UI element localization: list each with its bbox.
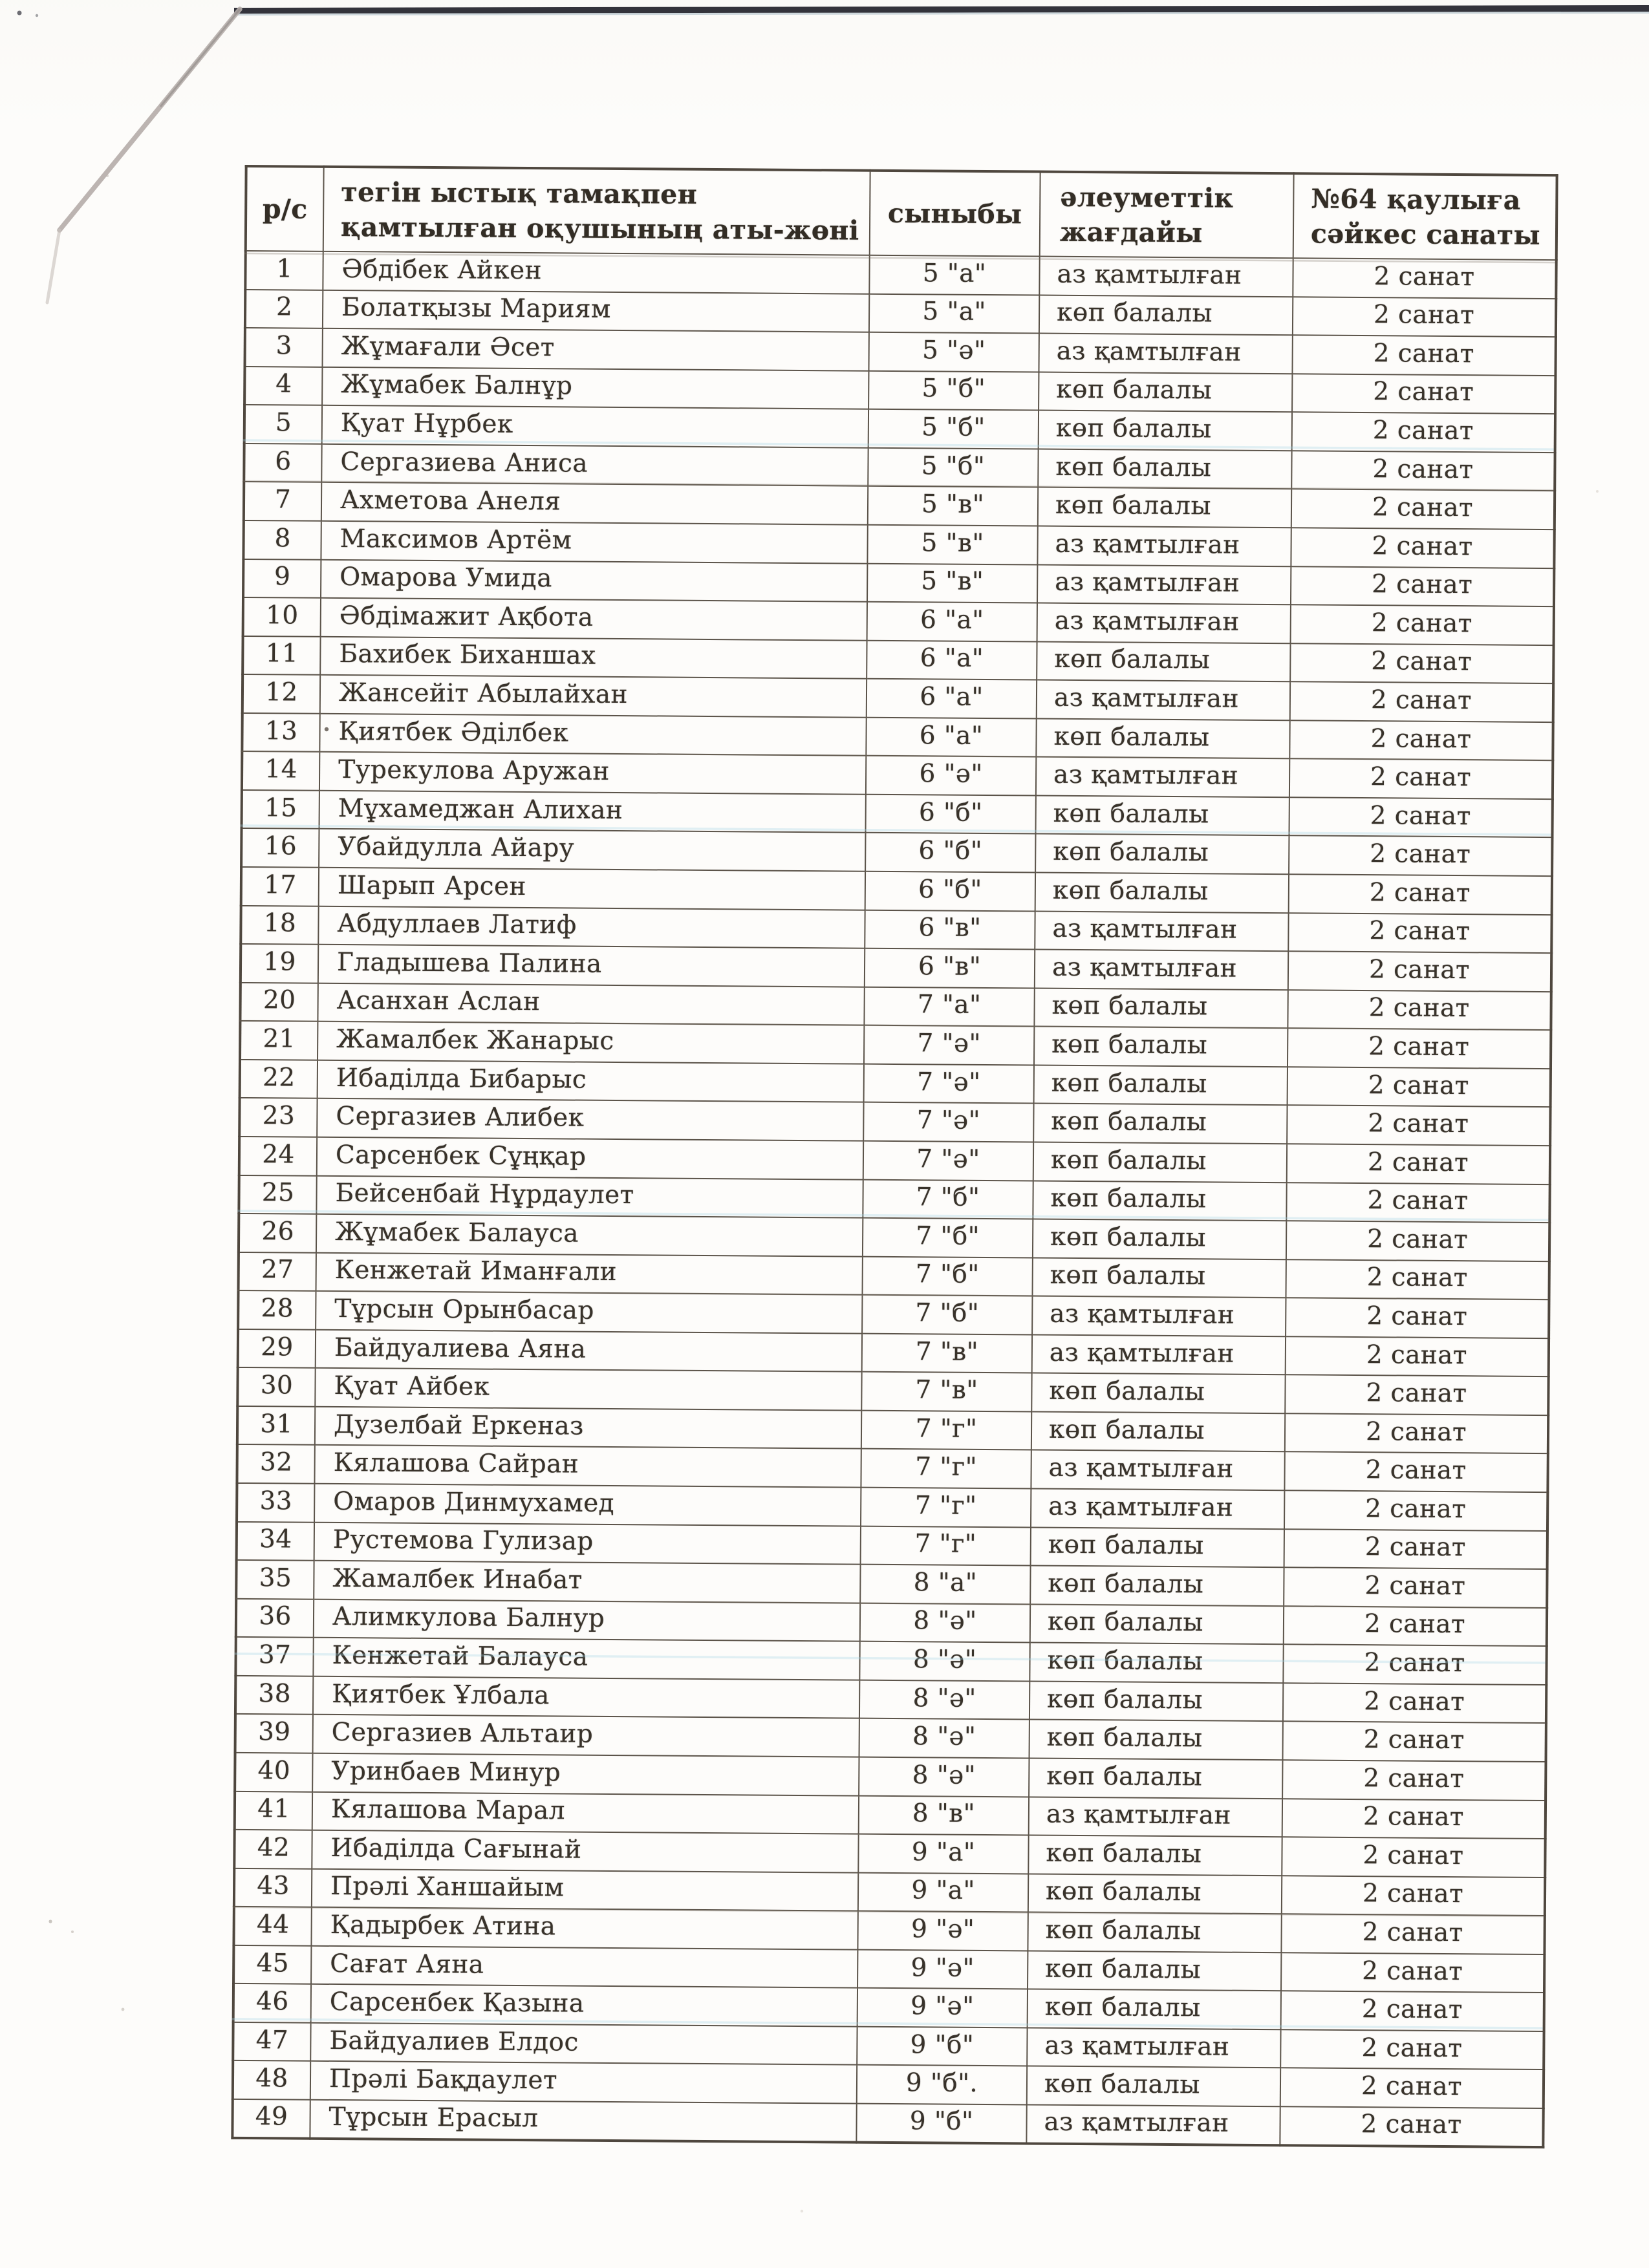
page-edge-line (47, 230, 59, 303)
cell-student-name: Болатқызы Мариям (323, 290, 869, 332)
cell-grade: 5 "в" (867, 525, 1037, 564)
cell-row-number: 25 (239, 1175, 316, 1214)
cell-category: 2 санат (1284, 1567, 1547, 1607)
table-container (231, 165, 1555, 2148)
cell-social-status: көп балалы (1038, 487, 1291, 528)
cell-row-number: 13 (242, 713, 319, 752)
cell-student-name: Кенжетай Иманғали (316, 1252, 863, 1294)
cell-social-status: аз қамтылған (1029, 1797, 1282, 1837)
cell-grade: 7 "ә" (863, 1102, 1033, 1142)
dust-speck (71, 1931, 74, 1933)
cell-social-status: аз қамтылған (1037, 680, 1290, 720)
dust-speck (801, 2210, 803, 2212)
cell-category: 2 санат (1287, 1106, 1550, 1146)
cell-row-number: 34 (237, 1521, 314, 1560)
cell-social-status: аз қамтылған (1031, 1488, 1284, 1528)
cell-social-status: аз қамтылған (1027, 2027, 1280, 2068)
cell-grade: 5 "б" (868, 370, 1039, 410)
cell-category: 2 санат (1280, 2106, 1543, 2146)
cell-social-status: көп балалы (1028, 1912, 1281, 1952)
cell-student-name: Тұрсын Ерасыл (310, 2100, 856, 2142)
cell-row-number: 33 (237, 1483, 314, 1522)
cell-row-number: 42 (234, 1830, 312, 1868)
cell-row-number: 30 (237, 1367, 315, 1406)
dust-speck (106, 175, 109, 177)
cell-student-name: Тұрсын Орынбасар (316, 1291, 862, 1333)
cell-row-number: 8 (243, 520, 321, 559)
cell-row-number: 1 (245, 251, 323, 290)
cell-category: 2 санат (1284, 1452, 1547, 1492)
cell-category: 2 санат (1286, 1298, 1549, 1338)
cell-grade: 8 "а" (860, 1565, 1030, 1604)
cell-grade: 8 "ә" (860, 1603, 1030, 1642)
cell-student-name: Жансейіт Абылайхан (320, 675, 867, 717)
cell-category: 2 санат (1282, 1799, 1546, 1839)
cell-row-number: 11 (242, 636, 320, 675)
cell-row-number: 43 (234, 1868, 312, 1907)
cell-category: 2 санат (1291, 566, 1554, 606)
cell-row-number: 32 (237, 1444, 314, 1483)
header-row (246, 166, 1557, 260)
cell-grade: 6 "б" (865, 833, 1035, 872)
cell-category: 2 санат (1281, 1991, 1544, 2031)
scanner-edge-fringe (234, 12, 1649, 16)
cell-social-status: көп балалы (1033, 1181, 1286, 1221)
cell-student-name: Қуат Нұрбек (322, 405, 868, 447)
cell-grade: 5 "ә" (868, 332, 1039, 372)
cell-grade: 6 "в" (865, 910, 1035, 949)
cell-category: 2 санат (1282, 1722, 1546, 1762)
cell-row-number: 49 (232, 2099, 310, 2138)
cell-grade: 9 "ә" (857, 1911, 1028, 1951)
cell-category: 2 санат (1282, 1760, 1546, 1800)
cell-social-status: аз қамтылған (1035, 911, 1288, 951)
cell-social-status: көп балалы (1035, 795, 1289, 835)
cell-category: 2 санат (1286, 1182, 1549, 1223)
cell-row-number: 21 (240, 1021, 318, 1060)
header-grade: сыныбы (870, 171, 1040, 257)
cell-student-name: Ахметова Анеля (321, 482, 868, 524)
cell-social-status: аз қамтылған (1037, 603, 1291, 643)
page-fold-line-core (160, 9, 240, 107)
cell-category: 2 санат (1288, 1029, 1551, 1069)
cell-grade: 8 "в" (859, 1795, 1029, 1835)
header-category: №64 қаулыға сәйкес санаты (1293, 173, 1557, 260)
cell-grade: 7 "г" (861, 1449, 1031, 1488)
cell-category: 2 санат (1284, 1606, 1547, 1646)
cell-category: 2 санат (1292, 412, 1555, 453)
cell-category: 2 санат (1287, 1144, 1550, 1184)
cell-row-number: 6 (244, 444, 321, 482)
cell-social-status: көп балалы (1030, 1604, 1284, 1644)
cell-row-number: 24 (239, 1137, 317, 1175)
cell-grade: 6 "а" (866, 717, 1036, 756)
cell-student-name: Максимов Артём (321, 521, 867, 563)
cell-social-status: көп балалы (1034, 1027, 1288, 1067)
cell-row-number: 2 (245, 290, 323, 328)
cell-social-status: көп балалы (1030, 1566, 1284, 1606)
cell-grade: 5 "в" (867, 563, 1037, 603)
cell-social-status: көп балалы (1029, 1681, 1283, 1721)
cell-social-status: көп балалы (1027, 2066, 1280, 2106)
cell-social-status: аз қамтылған (1039, 257, 1293, 297)
cell-category: 2 санат (1290, 681, 1553, 722)
cell-student-name: Рустемова Гулизар (314, 1522, 861, 1564)
cell-student-name: Алимкулова Балнур (314, 1599, 860, 1641)
cell-grade: 7 "в" (861, 1372, 1031, 1411)
cell-row-number: 35 (236, 1560, 314, 1599)
cell-grade: 7 "б" (863, 1179, 1033, 1219)
cell-grade: 7 "б" (862, 1295, 1032, 1334)
cell-social-status: көп балалы (1028, 1989, 1281, 2029)
cell-grade: 9 "а" (858, 1872, 1028, 1912)
cell-student-name: Қиятбек Әділбек (319, 714, 866, 756)
dust-speck (36, 14, 38, 17)
cell-student-name: Ибаділда Сағынай (312, 1830, 858, 1872)
cell-social-status: көп балалы (1028, 1951, 1281, 1991)
cell-row-number: 37 (235, 1637, 313, 1676)
cell-grade: 7 "в" (862, 1333, 1032, 1373)
cell-row-number: 40 (235, 1753, 312, 1792)
cell-student-name: Дузелбай Еркеназ (315, 1407, 861, 1449)
cell-social-status: көп балалы (1039, 295, 1293, 335)
cell-student-name: Жамалбек Инабат (314, 1561, 860, 1603)
cell-social-status: аз қамтылған (1039, 334, 1292, 374)
cell-student-name: Кялашова Сайран (314, 1445, 861, 1487)
cell-category: 2 санат (1282, 1876, 1545, 1916)
cell-student-name: Кенжетай Балауса (313, 1638, 859, 1680)
cell-row-number: 23 (239, 1098, 317, 1137)
dust-speck (17, 11, 22, 16)
cell-grade: 7 "г" (861, 1411, 1031, 1450)
cell-student-name: Жұмабек Балнұр (322, 367, 868, 409)
cell-category: 2 санат (1291, 528, 1554, 568)
cell-social-status: көп балалы (1039, 411, 1292, 451)
cell-row-number: 47 (233, 2022, 310, 2061)
cell-student-name: Турекулова Аружан (319, 752, 866, 794)
cell-row-number: 4 (244, 367, 322, 405)
cell-student-name: Уринбаев Минур (312, 1753, 859, 1795)
cell-social-status: көп балалы (1029, 1720, 1283, 1760)
cell-category: 2 санат (1288, 913, 1551, 953)
cell-grade: 5 "а" (869, 255, 1039, 295)
cell-category: 2 санат (1291, 489, 1555, 530)
cell-row-number: 22 (240, 1060, 318, 1098)
cell-social-status: аз қамтылған (1035, 950, 1288, 990)
cell-category: 2 санат (1284, 1529, 1547, 1569)
cell-row-number: 39 (235, 1714, 313, 1753)
cell-category: 2 санат (1280, 2068, 1544, 2108)
cell-row-number: 5 (244, 405, 322, 444)
cell-student-name: Сергазиева Аниса (321, 444, 868, 486)
cell-student-name: Убайдулла Айару (319, 829, 865, 871)
cell-social-status: көп балалы (1031, 1373, 1285, 1413)
cell-grade: 5 "в" (868, 486, 1038, 526)
cell-grade: 5 "б" (868, 448, 1038, 487)
cell-student-name: Қиятбек Ұлбала (313, 1676, 859, 1718)
cell-social-status: көп балалы (1029, 1643, 1283, 1683)
cell-category: 2 санат (1289, 720, 1553, 760)
cell-social-status: көп балалы (1032, 1257, 1286, 1298)
cell-student-name: Ибаділда Бибарыс (318, 1060, 864, 1102)
cell-grade: 7 "а" (864, 987, 1034, 1026)
cell-grade: 7 "ә" (864, 1064, 1034, 1103)
cell-category: 2 санат (1286, 1259, 1549, 1300)
cell-category: 2 санат (1289, 759, 1553, 799)
cell-grade: 8 "ә" (859, 1642, 1029, 1681)
cell-category: 2 санат (1291, 451, 1555, 491)
cell-social-status: көп балалы (1033, 1219, 1286, 1259)
cell-social-status: көп балалы (1036, 718, 1289, 758)
header-row-number: р/с (246, 166, 324, 251)
cell-social-status: көп балалы (1033, 1104, 1287, 1144)
scanner-edge-line (234, 5, 1649, 14)
cell-row-number: 15 (242, 790, 319, 829)
cell-row-number: 46 (233, 1984, 311, 2022)
cell-category: 2 санат (1285, 1413, 1548, 1453)
cell-row-number: 12 (242, 674, 320, 713)
cell-student-name: Сарсенбек Сұңқар (317, 1137, 863, 1179)
student-row (232, 2099, 1543, 2147)
cell-grade: 6 "а" (867, 679, 1037, 718)
cell-social-status: көп балалы (1034, 1065, 1288, 1105)
cell-student-name: Бахибек Биханшах (320, 636, 867, 678)
cell-row-number: 3 (245, 328, 323, 367)
cell-category: 2 санат (1292, 374, 1555, 414)
cell-grade: 6 "а" (867, 640, 1037, 679)
cell-student-name: Асанхан Аслан (318, 983, 864, 1025)
cell-category: 2 санат (1286, 1336, 1549, 1376)
cell-social-status: көп балалы (1033, 1142, 1287, 1182)
cell-row-number: 10 (243, 597, 321, 636)
cell-social-status: көп балалы (1039, 372, 1292, 412)
cell-row-number: 7 (244, 482, 321, 520)
cell-student-name: Омарова Умида (321, 559, 867, 601)
cell-category: 2 санат (1289, 797, 1552, 837)
cell-grade: 9 "ә" (857, 1988, 1028, 2027)
cell-student-name: Сағат Аяна (311, 1945, 857, 1987)
cell-grade: 9 "б". (857, 2065, 1027, 2104)
cell-student-name: Мұхамеджан Алихан (319, 791, 866, 833)
cell-category: 2 санат (1283, 1683, 1546, 1723)
cell-student-name: Сергазиев Альтаир (313, 1715, 859, 1757)
cell-row-number: 9 (243, 559, 321, 597)
cell-social-status: көп балалы (1028, 1835, 1282, 1876)
cell-grade: 7 "б" (863, 1256, 1033, 1296)
dust-speck (1596, 490, 1599, 493)
cell-student-name: Омаров Динмухамед (314, 1484, 861, 1526)
cell-row-number: 19 (241, 944, 318, 983)
cell-social-status: көп балалы (1035, 873, 1289, 913)
cell-student-name: Әбдібек Айкен (323, 251, 869, 294)
cell-student-name: Абдуллаев Латиф (318, 906, 865, 948)
cell-grade: 8 "ә" (859, 1680, 1029, 1719)
cell-row-number: 36 (236, 1599, 314, 1638)
cell-grade: 6 "а" (867, 602, 1037, 641)
cell-category: 2 санат (1280, 2029, 1544, 2070)
cell-grade: 9 "б" (856, 2104, 1026, 2143)
cell-student-name: Байдуалиев Елдос (310, 2023, 857, 2065)
cell-grade: 5 "а" (869, 294, 1039, 333)
cell-row-number: 29 (238, 1329, 316, 1368)
cell-row-number: 28 (238, 1290, 316, 1329)
cell-category: 2 санат (1291, 604, 1554, 645)
cell-student-name: Кялашова Марал (312, 1792, 859, 1834)
cell-student-name: Байдуалиева Аяна (316, 1330, 862, 1372)
cell-category: 2 санат (1283, 1644, 1546, 1684)
cell-student-name: Қадырбек Атина (311, 1907, 857, 1949)
cell-grade: 8 "ә" (859, 1718, 1029, 1758)
dust-speck (48, 1920, 52, 1923)
cell-row-number: 26 (239, 1214, 316, 1252)
cell-category: 2 санат (1284, 1490, 1547, 1530)
cell-grade: 7 "г" (861, 1488, 1031, 1527)
cell-social-status: көп балалы (1034, 988, 1288, 1028)
page-fold-line (59, 9, 240, 230)
cell-social-status: көп балалы (1035, 834, 1289, 874)
cell-grade: 6 "б" (865, 872, 1035, 911)
cell-grade: 7 "ә" (863, 1141, 1033, 1181)
cell-student-name: Жамалбек Жанарыс (318, 1022, 864, 1064)
cell-social-status: көп балалы (1028, 1874, 1282, 1914)
cell-social-status: көп балалы (1038, 449, 1291, 489)
cell-social-status: аз қамтылған (1026, 2104, 1280, 2145)
cell-category: 2 санат (1286, 1221, 1549, 1261)
cell-social-status: аз қамтылған (1032, 1334, 1286, 1375)
cell-category: 2 санат (1288, 1067, 1551, 1107)
cell-social-status: аз қамтылған (1037, 564, 1291, 604)
cell-student-name: Жұмабек Балауса (316, 1214, 863, 1256)
header-student-name: тегін ыстық тамақпен қамтылған оқушының аты-жөні (323, 167, 870, 255)
cell-student-name: Сарсенбек Қазына (311, 1984, 857, 2026)
cell-row-number: 18 (241, 906, 318, 945)
cell-grade: 8 "ә" (859, 1757, 1029, 1797)
cell-social-status: көп балалы (1031, 1527, 1284, 1567)
cell-social-status: көп балалы (1037, 641, 1290, 681)
cell-row-number: 16 (241, 828, 319, 867)
cell-student-name: Прәлі Бақдаулет (310, 2061, 857, 2103)
cell-student-name: Жұмағали Әсет (323, 328, 869, 370)
cell-student-name: Прәлі Ханшайым (312, 1868, 858, 1910)
cell-row-number: 20 (240, 983, 318, 1022)
cell-student-name: Гладышева Палина (318, 945, 865, 987)
cell-category: 2 санат (1289, 836, 1552, 876)
cell-row-number: 27 (239, 1252, 316, 1291)
cell-grade: 6 "в" (865, 948, 1035, 988)
cell-grade: 9 "ә" (857, 1949, 1028, 1989)
cell-grade: 7 "г" (861, 1526, 1031, 1565)
cell-student-name: Сергазиев Алибек (317, 1098, 863, 1140)
cell-grade: 5 "б" (868, 409, 1039, 449)
cell-social-status: аз қамтылған (1032, 1296, 1286, 1336)
cell-grade: 7 "ә" (864, 1025, 1034, 1065)
cell-grade: 9 "б" (857, 2027, 1027, 2066)
cell-student-name: Шарып Арсен (319, 868, 865, 910)
cell-grade: 7 "б" (863, 1218, 1033, 1257)
cell-grade: 6 "б" (865, 795, 1035, 834)
cell-student-name: Әбдімажит Ақбота (321, 598, 867, 640)
cell-category: 2 санат (1288, 951, 1551, 991)
cell-category: 2 санат (1288, 990, 1551, 1030)
cell-category: 2 санат (1293, 258, 1556, 298)
cell-row-number: 48 (233, 2060, 310, 2099)
cell-row-number: 14 (242, 751, 319, 790)
cell-category: 2 санат (1285, 1375, 1548, 1415)
cell-category: 2 санат (1282, 1837, 1545, 1877)
cell-category: 2 санат (1281, 1914, 1544, 1954)
cell-student-name: Қуат Айбек (315, 1368, 861, 1410)
cell-category: 2 санат (1293, 297, 1556, 337)
cell-social-status: көп балалы (1029, 1758, 1282, 1798)
cell-student-name: Бейсенбай Нұрдаулет (316, 1175, 863, 1217)
cell-social-status: аз қамтылған (1031, 1450, 1284, 1490)
cell-social-status: көп балалы (1031, 1411, 1285, 1451)
cell-social-status: аз қамтылған (1036, 757, 1289, 797)
cell-category: 2 санат (1290, 643, 1553, 683)
cell-row-number: 38 (235, 1676, 313, 1715)
cell-row-number: 44 (233, 1907, 311, 1945)
cell-category: 2 санат (1292, 335, 1555, 375)
cell-row-number: 45 (233, 1945, 311, 1984)
cell-row-number: 31 (237, 1406, 315, 1445)
dust-speck (122, 2008, 125, 2011)
header-social-status: әлеуметтік жағдайы (1040, 172, 1294, 259)
table-body (232, 251, 1556, 2147)
cell-row-number: 17 (241, 867, 319, 906)
cell-category: 2 санат (1289, 874, 1552, 914)
cell-grade: 6 "ә" (866, 756, 1036, 795)
cell-grade: 9 "а" (858, 1834, 1028, 1874)
cell-row-number: 41 (235, 1791, 312, 1830)
students-table (231, 165, 1558, 2148)
cell-social-status: аз қамтылған (1037, 526, 1291, 566)
cell-category: 2 санат (1281, 1952, 1544, 1993)
